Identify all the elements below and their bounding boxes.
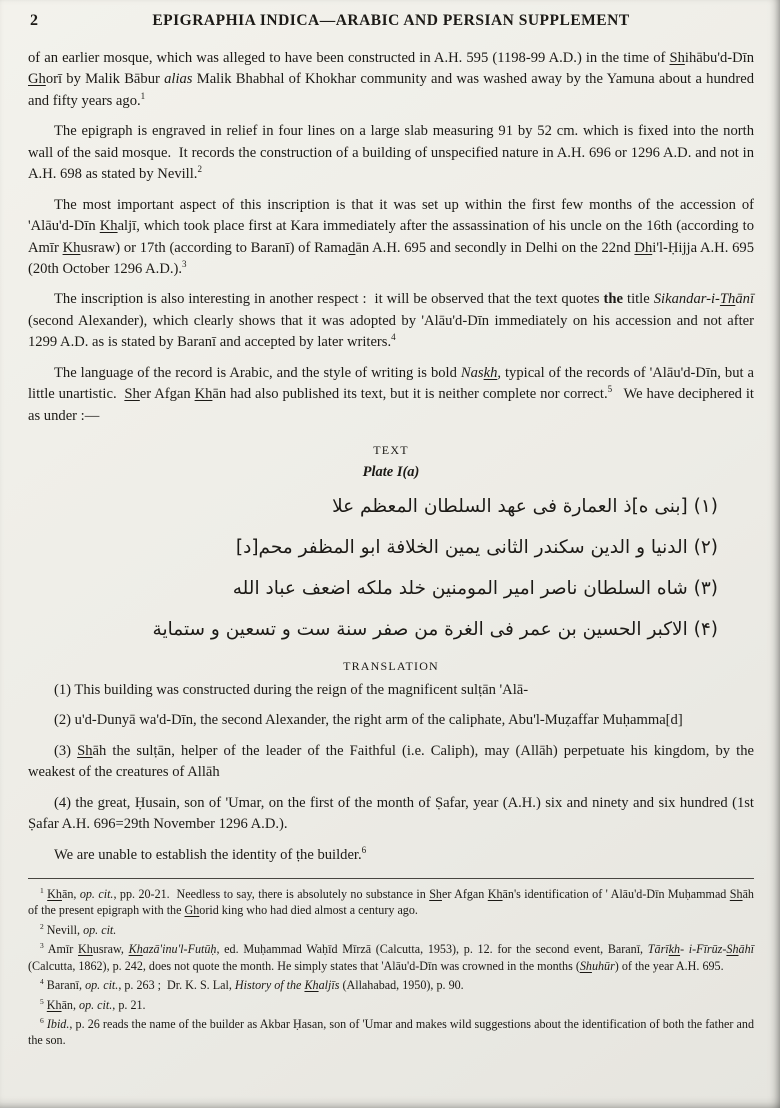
footnote-3: $^3$ Amīr Khusraw, Khazā'inu'l-Futūḥ, ed. Muḥammad Waḥīd Mīrzā (Calcutta, 1953), p. 12. for the second event, Baranī, Tārīkh- i-Fīrūz-Shāhī (Calcutta, 1862), p. 242, does not quote the month. He simply states that 'Alāu'd-Dīn was crowned in the months (Shuhūr) of the year A.H. 695. [28,941,754,973]
body-paragraph-2: The epigraph is engraved in relief in four lines on a large slab measuring 91 by 52 cm. which is fixed into the north wall of the said mosque. It records the construction of a building of unspecified nature in A.H. 696 or 1296 A.D. and not in A.H. 698 as stated by Nevill.$^2$ [28,123,754,183]
running-head [28,12,754,38]
arabic-line-3: (٣) شاه السلطان ناصر امير المومنين خلد ملكه اضعف عباد الله [232,577,718,599]
journal-title: EPIGRAPHIA INDICA—ARABIC AND PERSIAN SUPPLEMENT [152,12,630,29]
page-body [28,48,754,866]
footnote-2: $^2$ Nevill, op. cit. [40,921,117,937]
translation-line-3: (3) Shāh the sulṭān, helper of the leader of the Faithful (i.e. Caliph), may (Allāh) perpetuate his kingdom, by the weakest of the creatures of Allāh [28,742,754,781]
body-paragraph-4: The inscription is also interesting in another respect : it will be observed that the text quotes the title Sikandar-i-Thānī (second Alexander), which clearly shows that it was adopted by 'Alāu'd-Dīn immediately on his accession and not after 1299 A.D. as is stated by Baranī and accepted by later writers.$^4$ [28,291,754,351]
translation-line-2: (2) u'd-Dunyā wa'd-Dīn, the second Alexander, the right arm of the caliphate, Abu'l-Muẓaffar Muḥamma[d] [54,712,683,729]
translation-section-heading: TRANSLATION [343,658,439,673]
plate-label: Plate I(a) [362,464,420,480]
translation-line-1: (1) This building was constructed during the reign of the magnificent sulṭān 'Alā- [54,681,529,698]
arabic-line-1: (١) [بنى ه]ذ العمارة فى عهد السلطان المعظم علا [332,496,718,517]
body-paragraph-3: The most important aspect of this inscription is that it was set up within the first few months of the accession of 'Alāu'd-Dīn Khaljī, which took place first at Kara immediately after the assassination of his uncle on the 16th (according to Amīr Khusraw) or 17th (according to Baranī) of Ramadān A.H. 695 and secondly in Delhi on the 22nd Dhi'l-Ḥijja A.H. 695 (20th October 1296 A.D.).$^3$ [28,196,754,277]
closing-sentence: We are unable to establish the identity of ṭhe builder.$^6$ [54,844,367,863]
footnote-4: $^4$ Baranī, op. cit., p. 263 ; Dr. K. S. Lal, History of the Khaljīs (Allahabad, 1950), p. 90. [40,977,464,993]
text-section-heading: TEXT [373,443,409,457]
footnote-1: $^1$ Khān, op. cit., pp. 20-21. Needless to say, there is absolutely no substance in Sher Afgan Khān's identification of ' Alāu'd-Dīn Muḥammad Shāh of the present epigraph with the Ghorid king who had died almost a century ago. [28,885,754,918]
body-paragraph-5: The language of the record is Arabic, and the style of writing is bold Naskh, typical of the records of 'Alāu'd-Dīn, but a little unartistic. Sher Afgan Khān had also published its text, but it is neither complete nor correct.$^5$ We have deciphered it as under :— [28,364,754,424]
footnote-6: $^6$ Ibid., p. 26 reads the name of the builder as Akbar Ḥasan, son of 'Umar and makes wild suggestions about the identification of both the father and the son. [28,1015,754,1048]
arabic-line-2: (٢) الدنيا و الدين سكندر الثانى يمين الخلافة ابو المظفر محم[د] [235,536,718,558]
footnote-5: $^5$ Khān, op. cit., p. 21. [40,996,146,1012]
page-number: 2 [30,12,38,29]
arabic-inscription [28,495,754,643]
translation-line-4: (4) the great, Ḥusain, son of 'Umar, on the first of the month of Ṣafar, year (A.H.) six and ninety and six hundred (1st Ṣafar A.H. 696=29th November 1296 A.D.). [28,794,754,833]
footnotes-section [28,878,754,1049]
body-paragraph-1: of an earlier mosque, which was alleged to have been constructed in A.H. 595 (1198-99 A.D.) in the time of Shihābu'd-Dīn Ghorī by Malik Bābur alias Malik Bhabhal of Khokhar community and was washed away by the Yamuna about a hundred and fifty years ago.$^1$ [28,50,754,109]
arabic-line-4: (۴) الاكبر الحسين بن عمر فى الغرة من صفر سنة ست و تسعين و ستماية [152,618,718,640]
